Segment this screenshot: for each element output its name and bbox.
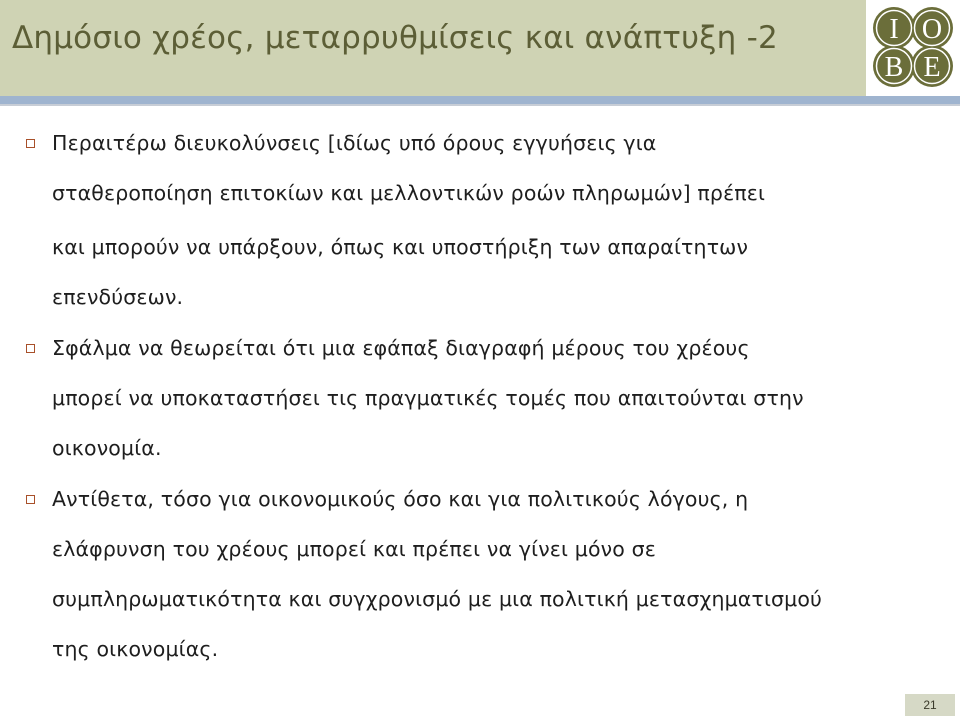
slide-header — [0, 0, 866, 96]
bullet-line: Σφάλμα να θεωρείται ότι μια εφάπαξ διαγραφή μέρους του χρέους — [52, 336, 750, 360]
bullet-item — [26, 323, 936, 473]
bullet-line: και μπορούν να υπάρξουν, όπως και υποστήριξη των απαραίτητων — [52, 235, 749, 259]
bullet-line: σταθεροποίηση επιτοκίων και μελλοντικών ροών πληρωμών] πρέπει — [52, 181, 766, 205]
bullet-item — [26, 118, 936, 322]
bullet-line: Αντίθετα, τόσο για οικονομικούς όσο και για πολιτικούς λόγους, η — [52, 487, 749, 511]
bullet-line: επενδύσεων. — [52, 285, 184, 309]
page-number: 21 — [905, 694, 955, 716]
bullet-line: συμπληρωματικότητα και συγχρονισμό με μια πολιτική μετασχηματισμού — [52, 587, 823, 611]
bullet-line: οικονομία. — [52, 436, 162, 460]
header-divider-shadow — [0, 104, 960, 106]
bullet-text — [52, 474, 936, 674]
bullet-line: της οικονομίας. — [52, 637, 219, 661]
bullet-line: Περαιτέρω διευκολύνσεις [ιδίως υπό όρους εγγυήσεις για — [52, 131, 657, 155]
slide-title: Δημόσιο χρέος, μεταρρυθμίσεις και ανάπτυξη -2 — [12, 20, 778, 56]
iobe-logo — [866, 0, 960, 96]
slide-body — [26, 118, 936, 674]
bullet-item — [26, 474, 936, 674]
bullet-line: μπορεί να υποκαταστήσει τις πραγματικές τομές που απαιτούνται στην — [52, 386, 804, 410]
bullet-line: ελάφρυνση του χρέους μπορεί και πρέπει να γίνει μόνο σε — [52, 537, 657, 561]
logo-letter: E — [923, 52, 941, 83]
logo-letter: O — [921, 14, 943, 45]
logo-circles-icon — [866, 0, 960, 96]
logo-letter: B — [884, 52, 904, 83]
logo-letter: I — [889, 14, 899, 45]
bullet-text — [52, 323, 936, 473]
square-bullet-icon — [26, 344, 35, 353]
square-bullet-icon — [26, 139, 35, 148]
bullet-text — [52, 118, 936, 322]
header-divider — [0, 96, 960, 104]
square-bullet-icon — [26, 495, 35, 504]
